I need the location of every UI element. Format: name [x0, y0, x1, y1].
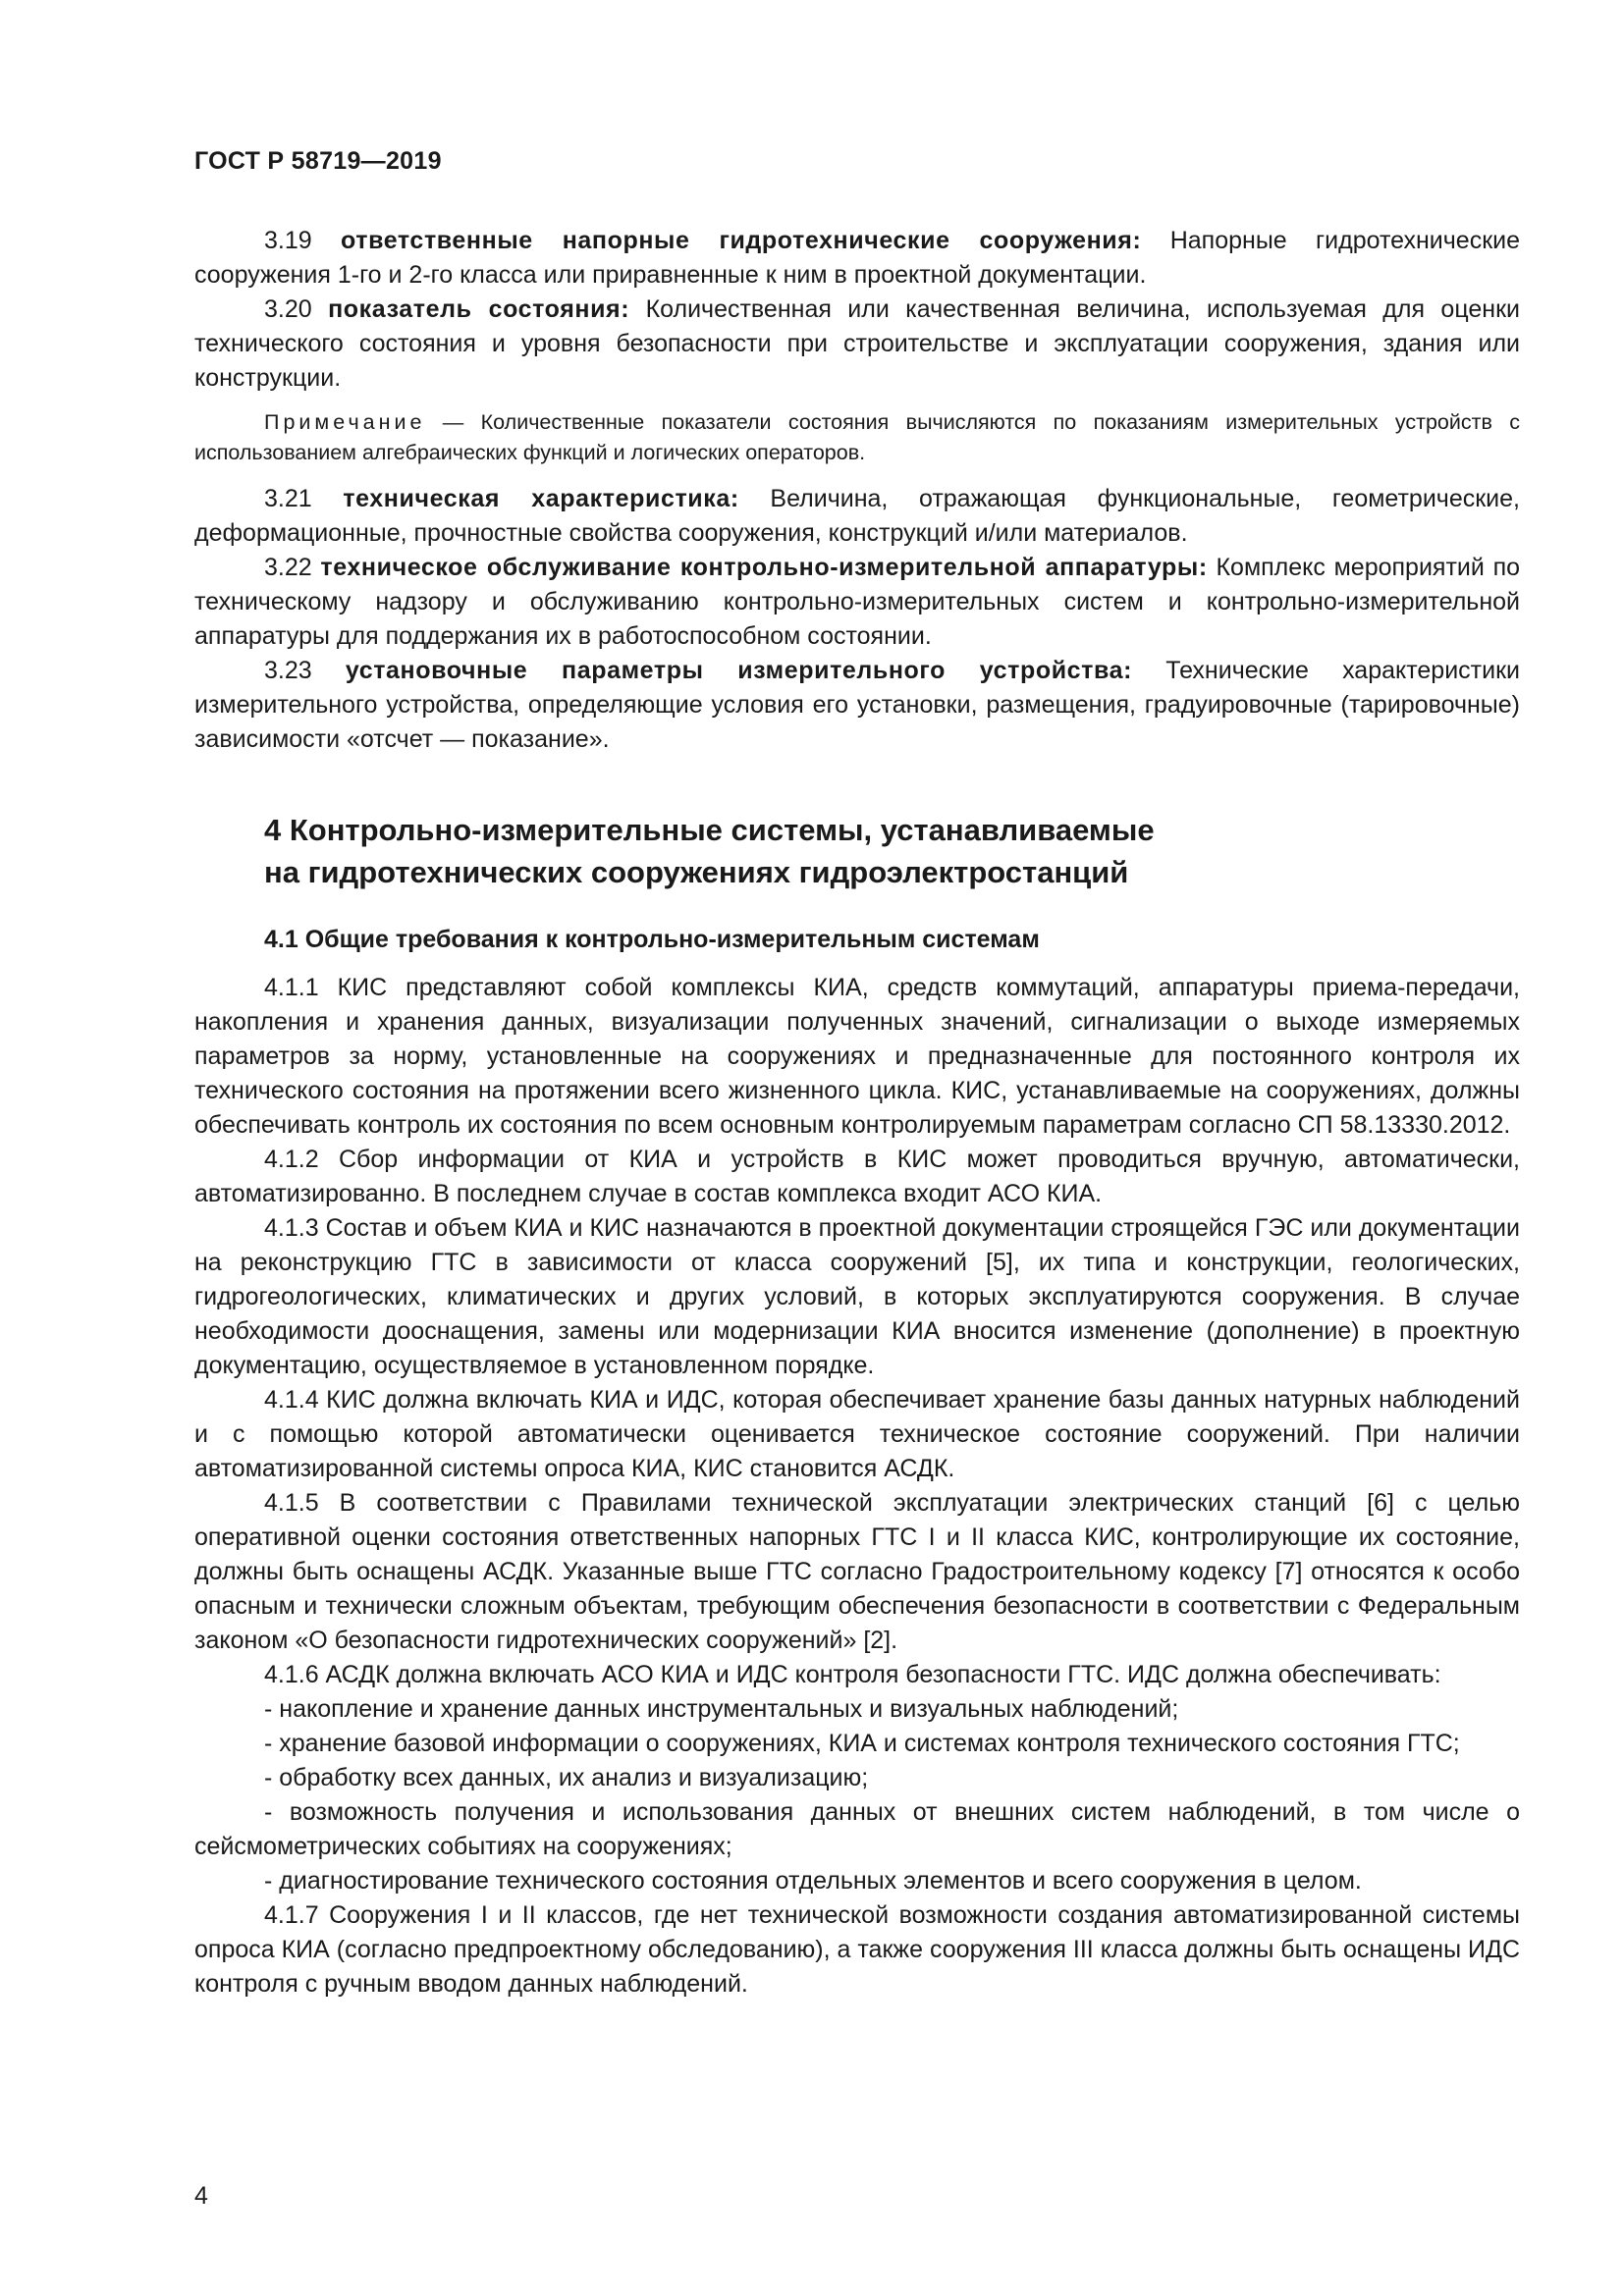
term-definition: Величина, отражающая функциональные, геометрические, деформационные, прочностные свойства сооружения, конструкций и/или материалов. — [194, 485, 1520, 547]
term-3-21 — [194, 482, 1520, 551]
page-number: 4 — [194, 2182, 208, 2210]
term-3-23 — [194, 654, 1520, 757]
term-number: 3.21 — [264, 485, 312, 512]
term-3-22 — [194, 551, 1520, 654]
term-definition: Напорные гидротехнические сооружения 1-го и 2-го класса или приравненные к ним в проектной документации. — [194, 227, 1520, 289]
paragraph-4-1-7: 4.1.7 Сооружения I и II классов, где нет технической возможности создания автоматизированной системы опроса КИА (согласно предпроектному обследованию), а также сооружения III класса должны быть оснащены ИДС контроля с ручным вводом данных наблюдений. — [194, 1901, 1520, 1998]
document-header: ГОСТ Р 58719—2019 — [194, 147, 442, 175]
note-label: Примечание — [264, 410, 426, 434]
term-name: показатель состояния: — [328, 295, 630, 323]
paragraph-4-1-5: 4.1.5 В соответствии с Правилами технической эксплуатации электрических станций [6] с целью оперативной оценки состояния ответственных напорных ГТС I и II класса КИС, контролирующие их состояние, должны быть оснащены АСДК. Указанные выше ГТС согласно Градостроительному кодексу [7] относятся к особо опасным и технически сложным объектам, требующим обеспечения безопасности в соответствии с Федеральным законом «О безопасности гидротехнических сооружений» [2]. — [194, 1489, 1520, 1654]
paragraph-4-1-1: 4.1.1 КИС представляют собой комплексы КИА, средств коммутаций, аппаратуры приема-передачи, накопления и хранения данных, визуализации полученных значений, сигнализации о выходе измеряемых параметров за норму, установленные на сооружениях и предназначенные для постоянного контроля их технического состояния на протяжении всего жизненного цикла. КИС, устанавливаемые на сооружениях, должны обеспечивать контроль их состояния по всем основным контролируемым параметрам согласно СП 58.13330.2012. — [194, 974, 1520, 1139]
list-item: - накопление и хранение данных инструментальных и визуальных наблюдений; — [264, 1695, 1179, 1723]
term-name: техническое обслуживание контрольно-измерительной аппаратуры: — [320, 554, 1208, 581]
term-definition: Количественная или качественная величина, используемая для оценки технического состояния и уровня безопасности при строительстве и эксплуатации сооружения, здания или конструкции. — [194, 295, 1520, 392]
note — [194, 407, 1520, 468]
paragraph-4-1-3: 4.1.3 Состав и объем КИА и КИС назначаются в проектной документации строящейся ГЭС или документации на реконструкцию ГТС в зависимости от класса сооружений [5], их типа и конструкции, геологических, гидрогеологических, климатических и других условий, в которых эксплуатируются сооружения. В случае необходимости дооснащения, замены или модернизации КИА вносится изменение (дополнение) в проектную документацию, осуществляемое в установленном порядке. — [194, 1214, 1520, 1379]
section-4-heading-line-1: 4 Контрольно-измерительные системы, устанавливаемые — [264, 813, 1155, 847]
list-item: - диагностирование технического состояния отдельных элементов и всего сооружения в целом. — [264, 1867, 1362, 1895]
term-definition: Комплекс мероприятий по техническому надзору и обслуживанию контрольно-измерительных систем и контрольно-измерительной аппаратуры для поддержания их в работоспособном состоянии. — [194, 554, 1521, 650]
paragraph-4-1-6: 4.1.6 АСДК должна включать АСО КИА и ИДС контроля безопасности ГТС. ИДС должна обеспечивать: — [264, 1661, 1441, 1688]
list-item: - хранение базовой информации о сооружениях, КИА и системах контроля технического состояния ГТС; — [264, 1730, 1460, 1757]
term-number: 3.19 — [264, 227, 312, 254]
list-item: - обработку всех данных, их анализ и визуализацию; — [264, 1764, 869, 1791]
term-number: 3.23 — [264, 657, 312, 684]
section-4-heading — [264, 809, 1520, 893]
paragraph-4-1-4: 4.1.4 КИС должна включать КИА и ИДС, которая обеспечивает хранение базы данных натурных наблюдений и с помощью которой автоматически оценивается техническое состояние сооружений. При наличии автоматизированной системы опроса КИА, КИС становится АСДК. — [194, 1386, 1520, 1482]
term-name: установочные параметры измерительного устройства: — [345, 657, 1133, 684]
section-4-heading-line-2: на гидротехнических сооружениях гидроэлектростанций — [264, 855, 1129, 889]
subsection-4-1-heading: 4.1 Общие требования к контрольно-измерительным системам — [264, 926, 1040, 953]
paragraph-4-1-2: 4.1.2 Сбор информации от КИА и устройств в КИС может проводиться вручную, автоматически, автоматизированно. В последнем случае в состав комплекса входит АСО КИА. — [194, 1146, 1520, 1207]
term-definition: Технические характеристики измерительного устройства, определяющие условия его установки, размещения, градуировочные (тарировочные) зависимости «отсчет — показание». — [194, 657, 1520, 753]
list-item: - возможность получения и использования данных от внешних систем наблюдений, в том числе о сейсмометрических событиях на сооружениях; — [194, 1798, 1520, 1860]
term-3-19 — [194, 224, 1520, 293]
term-name: техническая характеристика: — [343, 485, 739, 512]
term-number: 3.20 — [264, 295, 312, 323]
note-text: — Количественные показатели состояния вычисляются по показаниям измерительных устройств с использованием алгебраических функций и логических операторов. — [194, 410, 1520, 464]
term-number: 3.22 — [264, 554, 312, 581]
document-body — [194, 224, 1520, 2002]
term-name: ответственные напорные гидротехнические сооружения: — [341, 227, 1142, 254]
term-3-20 — [194, 293, 1520, 396]
